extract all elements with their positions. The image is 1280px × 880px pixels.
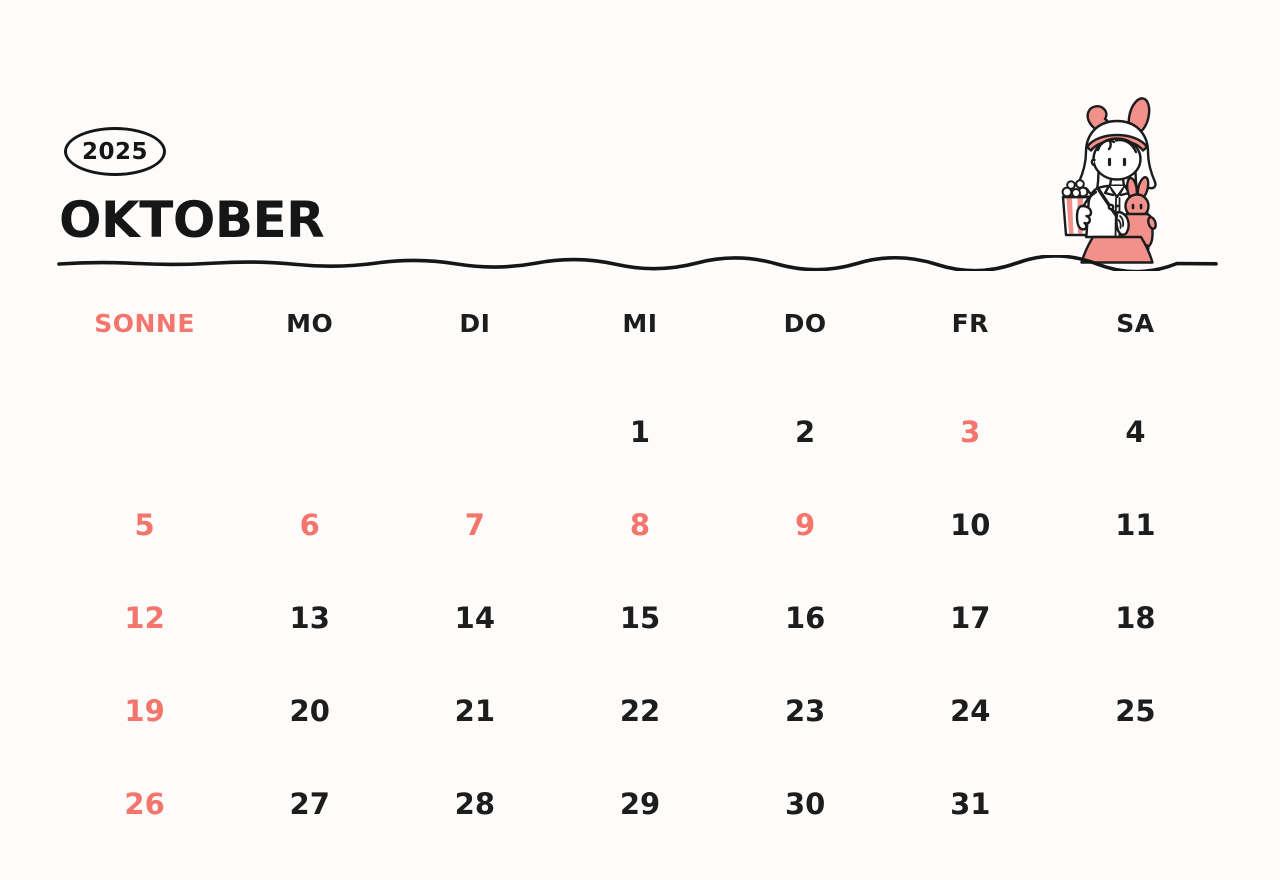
day-cell: 9: [795, 507, 816, 542]
year-badge: [64, 127, 166, 176]
month-title: OKTOBER: [59, 191, 325, 249]
day-cell: 20: [289, 693, 330, 728]
day-cell: 6: [299, 507, 320, 542]
day-cell: 30: [784, 786, 826, 821]
day-cell: 23: [784, 693, 826, 728]
day-cell: 11: [1115, 507, 1156, 542]
day-header-tue: DI: [459, 308, 491, 338]
day-cell: 19: [124, 693, 165, 728]
day-cell: 16: [784, 600, 826, 635]
day-header-mon: MO: [286, 308, 334, 338]
day-cell: 3: [960, 414, 981, 449]
day-cell: 10: [950, 507, 991, 542]
day-cell: 8: [629, 507, 651, 542]
day-cell: 18: [1115, 600, 1156, 635]
day-cell: 26: [124, 786, 165, 821]
day-cell: 21: [454, 693, 496, 728]
day-cell: 4: [1125, 414, 1146, 449]
day-cell: 7: [464, 507, 485, 542]
day-cell: 14: [454, 600, 496, 635]
day-cell: 31: [950, 786, 991, 821]
day-cell: 29: [619, 786, 661, 821]
day-cell: 25: [1115, 693, 1156, 728]
day-cell: 12: [124, 600, 165, 635]
day-cell: 1: [629, 414, 651, 449]
day-cell: 24: [950, 693, 991, 728]
day-cell: 28: [454, 786, 496, 821]
day-header-thu: DO: [783, 308, 827, 338]
day-header-wed: MI: [622, 308, 658, 338]
day-cell: 27: [289, 786, 330, 821]
day-cell: 17: [950, 600, 991, 635]
day-cell: 5: [134, 507, 155, 542]
year-label: 2025: [81, 138, 148, 165]
day-cell: 22: [619, 693, 661, 728]
calendar-grid: [62, 292, 1218, 850]
day-cell: 13: [289, 600, 330, 635]
day-header-fri: FR: [951, 308, 989, 338]
day-header-sun: SONNE: [94, 308, 195, 338]
day-cell: 2: [795, 414, 816, 449]
day-header-sat: SA: [1116, 308, 1155, 338]
day-cell: 15: [619, 600, 661, 635]
bunny-girl-illustration: [1052, 96, 1184, 268]
divider-line: [57, 255, 1218, 271]
